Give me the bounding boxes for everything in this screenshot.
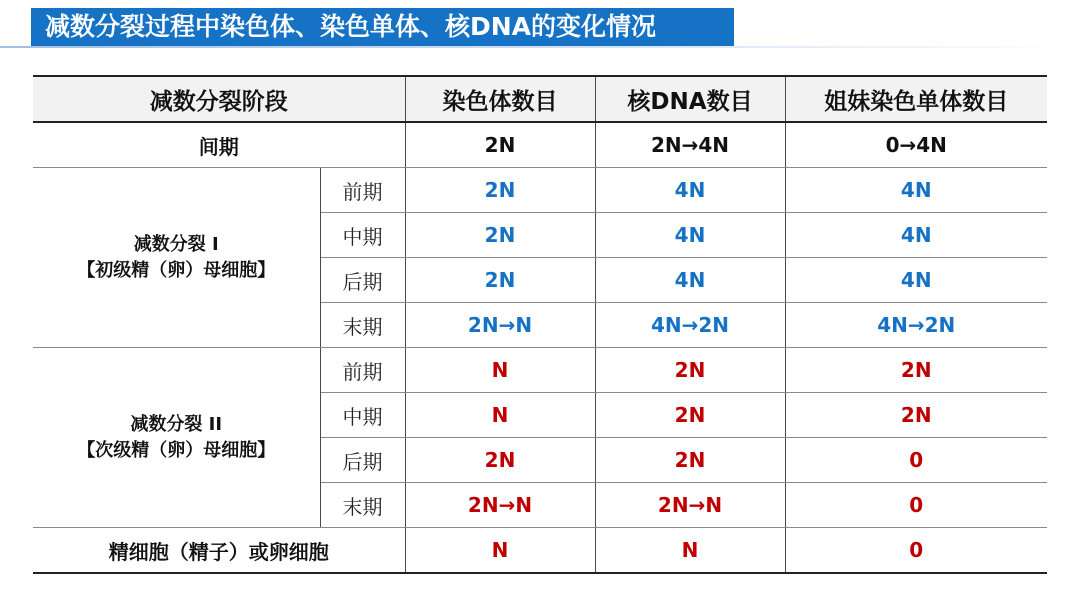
table-row-interphase: [33, 122, 1047, 168]
stage-meiosis-1-label: [33, 168, 320, 348]
table-cell: 0: [785, 438, 1047, 483]
slide-title: 减数分裂过程中染色体、染色单体、核DNA的变化情况: [31, 8, 734, 46]
table-cell: 4N: [785, 258, 1047, 303]
table-cell: 4N→2N: [595, 303, 785, 348]
table-cell: N: [595, 528, 785, 574]
header-dna-count: 核DNA数目: [595, 76, 785, 122]
phase-label: 中期: [320, 393, 405, 438]
phase-label: 末期: [320, 303, 405, 348]
stage-meiosis-2-label: [33, 348, 320, 528]
table-cell: 2N: [405, 122, 595, 168]
cell-type: 【初级精（卵）母细胞】: [77, 259, 276, 281]
table-cell: 4N→2N: [785, 303, 1047, 348]
title-underline: [0, 46, 1080, 48]
table-row-gamete: [33, 528, 1047, 574]
table-row: [33, 168, 1047, 213]
phase-label: 中期: [320, 213, 405, 258]
stage-name: 减数分裂 II: [130, 413, 223, 435]
table-cell: N: [405, 393, 595, 438]
table-cell: 2N: [595, 348, 785, 393]
cell-type: 【次级精（卵）母细胞】: [77, 439, 276, 461]
stage-interphase-label: 间期: [33, 122, 405, 168]
table-cell: N: [405, 528, 595, 574]
stage-gamete-label: 精细胞（精子）或卵细胞: [33, 528, 405, 574]
header-stage: 减数分裂阶段: [33, 76, 405, 122]
header-chromatid-count: 姐妹染色单体数目: [785, 76, 1047, 122]
phase-label: 后期: [320, 438, 405, 483]
table-cell: 4N: [785, 213, 1047, 258]
table-cell: 2N→N: [405, 303, 595, 348]
table-cell: 2N→4N: [595, 122, 785, 168]
phase-label: 前期: [320, 168, 405, 213]
table-cell: N: [405, 348, 595, 393]
table-cell: 2N: [595, 393, 785, 438]
phase-label: 末期: [320, 483, 405, 528]
table-cell: 2N: [785, 348, 1047, 393]
table-cell: 4N: [595, 168, 785, 213]
table-cell: 2N→N: [595, 483, 785, 528]
meiosis-table: [33, 75, 1047, 574]
table-cell: 4N: [595, 258, 785, 303]
table-cell: 2N: [405, 258, 595, 303]
phase-label: 前期: [320, 348, 405, 393]
table-cell: 4N: [595, 213, 785, 258]
table-cell: 2N: [405, 438, 595, 483]
table-cell: 2N: [785, 393, 1047, 438]
table-cell: 2N: [405, 168, 595, 213]
table-cell: 2N: [595, 438, 785, 483]
table-row: [33, 348, 1047, 393]
table-cell: 2N→N: [405, 483, 595, 528]
stage-name: 减数分裂 I: [133, 233, 219, 255]
table-header-row: [33, 76, 1047, 122]
header-chromosome-count: 染色体数目: [405, 76, 595, 122]
table-cell: 4N: [785, 168, 1047, 213]
table-cell: 0: [785, 483, 1047, 528]
phase-label: 后期: [320, 258, 405, 303]
table-cell: 0→4N: [785, 122, 1047, 168]
table-cell: 0: [785, 528, 1047, 574]
table-cell: 2N: [405, 213, 595, 258]
